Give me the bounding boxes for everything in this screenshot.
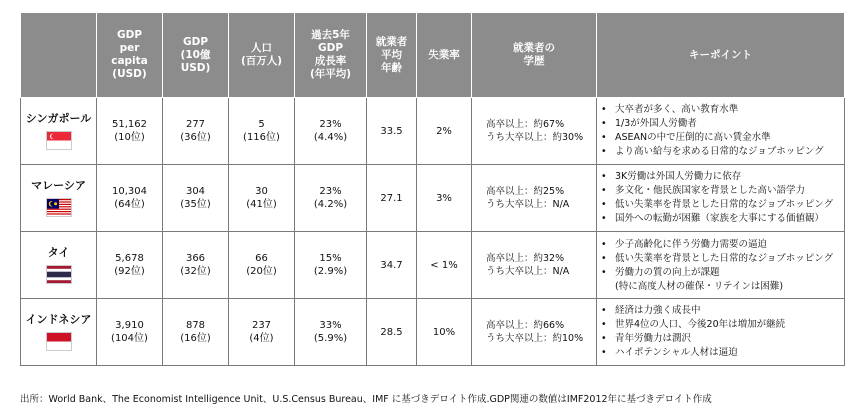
country-cell — [21, 165, 97, 232]
header-line: 成長率 — [314, 55, 347, 67]
rank: (35位) — [180, 199, 211, 210]
education-line: うち大卒以上：N/A — [486, 199, 570, 210]
header-line: GDP — [317, 42, 344, 54]
rank: (104位) — [111, 333, 148, 344]
rank: (16位) — [180, 333, 211, 344]
unemployment-cell: < 1% — [417, 232, 472, 299]
unemployment-cell: 2% — [417, 98, 472, 165]
header-row — [21, 13, 845, 98]
header-line: 年齢 — [381, 61, 402, 74]
singapore-flag-icon — [46, 131, 72, 150]
rank: (4位) — [249, 333, 274, 344]
header-line: 失業率 — [428, 48, 460, 61]
unemployment-cell: 3% — [417, 165, 472, 232]
rank: (32位) — [180, 266, 211, 277]
value: 5,678 — [115, 253, 144, 264]
education-line: 高卒以上：約66% — [486, 320, 565, 331]
gdp-cell — [163, 98, 229, 165]
annual-average: (4.2%) — [313, 199, 348, 210]
key-point: • 国外への転勤が困難（家族を大事にする価値観） — [601, 212, 840, 226]
education-line: 高卒以上：約67% — [486, 119, 565, 130]
country-cell — [21, 232, 97, 299]
education-line: うち大卒以上：約10% — [486, 333, 584, 344]
value: 51,162 — [112, 119, 147, 130]
source-note: 出所：World Bank、The Economist Intelligence Unit、U.S.Census Bureau、IMF に基づきデロイト作成.GDP関連の数値はIMF2012年に基づきデロイト作成 — [20, 394, 712, 405]
growth-cell — [295, 232, 367, 299]
education-cell — [472, 232, 597, 299]
education-line: うち大卒以上：N/A — [486, 266, 570, 277]
key-points-cell — [597, 165, 845, 232]
header-line: USD) — [180, 61, 211, 74]
value: 30 — [255, 186, 268, 197]
gdp-per-capita-cell — [97, 98, 163, 165]
key-point-note: (特に高度人材の確保・リテインは困難) — [615, 280, 784, 292]
value: 277 — [185, 119, 206, 130]
gdp-cell — [163, 299, 229, 366]
key-point: • 少子高齢化に伴う労働力需要の逼迫 — [601, 238, 840, 252]
country-cell — [21, 98, 97, 165]
key-points-cell — [597, 299, 845, 366]
key-point: • 経済は力強く成長中 — [601, 304, 840, 318]
country-comparison-table — [20, 12, 845, 366]
header-line: 人口 — [251, 42, 272, 54]
key-points-cell — [597, 98, 845, 165]
comparison-table-wrapper — [20, 12, 844, 366]
table-row-indonesia — [21, 299, 845, 366]
gdp-per-capita-cell — [97, 165, 163, 232]
key-point: • より高い給与を求める日常的なジョブホッピング — [601, 145, 840, 159]
education-line: 高卒以上：約32% — [486, 253, 565, 264]
header-unemployment — [417, 13, 472, 98]
header-line: 平均 — [381, 48, 402, 61]
header-line: (10億 — [180, 48, 211, 61]
unemployment-cell: 10% — [417, 299, 472, 366]
value: 10,304 — [112, 186, 147, 197]
key-point: • 多文化・他民族国家を背景とした高い語学力 — [601, 184, 840, 198]
age-cell: 27.1 — [367, 165, 417, 232]
growth-cell — [295, 299, 367, 366]
header-line: (百万人) — [240, 55, 283, 67]
country-name: タイ — [47, 246, 70, 259]
population-cell — [229, 98, 295, 165]
education-cell — [472, 98, 597, 165]
education-line: 高卒以上：約25% — [486, 186, 565, 197]
value: 23% — [319, 119, 342, 130]
key-point: • 大卒者が多く、高い教育水準 — [601, 103, 840, 117]
age-cell: 34.7 — [367, 232, 417, 299]
value: 5 — [258, 119, 265, 130]
age-cell: 28.5 — [367, 299, 417, 366]
header-gdp — [163, 13, 229, 98]
malaysia-flag-icon — [46, 198, 72, 217]
country-name: シンガポール — [25, 112, 92, 125]
value: 878 — [185, 320, 206, 331]
value: 66 — [255, 253, 268, 264]
header-line: (年平均) — [309, 68, 352, 80]
header-age — [367, 13, 417, 98]
key-point: • 低い失業率を背景とした日常的なジョブホッピング — [601, 198, 840, 212]
header-line: capita — [111, 55, 148, 67]
rank: (41位) — [246, 199, 277, 210]
key-point: • 3K労働は外国人労働力に依存 — [601, 170, 840, 184]
growth-cell — [295, 165, 367, 232]
rank: (116位) — [243, 132, 280, 143]
key-point: • 1/3が外国人労働者 — [601, 117, 840, 131]
header-line: GDP — [116, 29, 143, 41]
value: 33% — [319, 320, 342, 331]
rank: (64位) — [114, 199, 145, 210]
table-row-singapore — [21, 98, 845, 165]
key-point: • 労働力の質の向上が課題 — [601, 266, 840, 280]
key-point: • 世界4位の人口、今後20年は増加が継続 — [601, 318, 840, 332]
header-line: 過去5年 — [311, 29, 350, 41]
education-cell — [472, 299, 597, 366]
thailand-flag-icon — [46, 265, 72, 284]
header-growth — [295, 13, 367, 98]
key-point: • 青年労働力は潤沢 — [601, 332, 840, 346]
header-line: per — [119, 42, 140, 54]
value: 3,910 — [115, 320, 144, 331]
header-country — [21, 13, 97, 98]
value: 23% — [319, 186, 342, 197]
rank: (10位) — [114, 132, 145, 143]
country-name: インドネシア — [25, 313, 92, 326]
header-line: キーポイント — [689, 48, 752, 61]
header-line: 学歴 — [523, 55, 545, 67]
population-cell — [229, 232, 295, 299]
population-cell — [229, 165, 295, 232]
growth-cell — [295, 98, 367, 165]
key-point: • ASEANの中で圧倒的に高い賃金水準 — [601, 131, 840, 145]
value: 237 — [251, 320, 272, 331]
population-cell — [229, 299, 295, 366]
header-key-points — [597, 13, 845, 98]
gdp-cell — [163, 232, 229, 299]
header-line: GDP — [182, 35, 209, 48]
gdp-cell — [163, 165, 229, 232]
header-population — [229, 13, 295, 98]
key-point: • 低い失業率を背景とした日常的なジョブホッピング — [601, 252, 840, 266]
key-point: • ハイポテンシャル人材は逼迫 — [601, 346, 840, 360]
gdp-per-capita-cell — [97, 299, 163, 366]
header-line: (USD) — [112, 68, 147, 80]
age-cell: 33.5 — [367, 98, 417, 165]
header-line: 就業者 — [375, 35, 408, 48]
header-line: 就業者の — [513, 42, 555, 54]
value: 366 — [185, 253, 206, 264]
annual-average: (4.4%) — [313, 132, 348, 143]
rank: (36位) — [180, 132, 211, 143]
indonesia-flag-icon — [46, 332, 72, 351]
country-name: マレーシア — [31, 179, 86, 192]
value: 304 — [185, 186, 206, 197]
education-cell — [472, 165, 597, 232]
education-line: うち大卒以上：約30% — [486, 132, 584, 143]
annual-average: (5.9%) — [313, 333, 348, 344]
rank: (20位) — [246, 266, 277, 277]
gdp-per-capita-cell — [97, 232, 163, 299]
table-row-thailand — [21, 232, 845, 299]
country-cell — [21, 299, 97, 366]
key-points-cell — [597, 232, 845, 299]
annual-average: (2.9%) — [313, 266, 348, 277]
value: 15% — [319, 253, 342, 264]
rank: (92位) — [114, 266, 145, 277]
header-gdp-per-capita — [97, 13, 163, 98]
table-row-malaysia — [21, 165, 845, 232]
header-education — [472, 13, 597, 98]
